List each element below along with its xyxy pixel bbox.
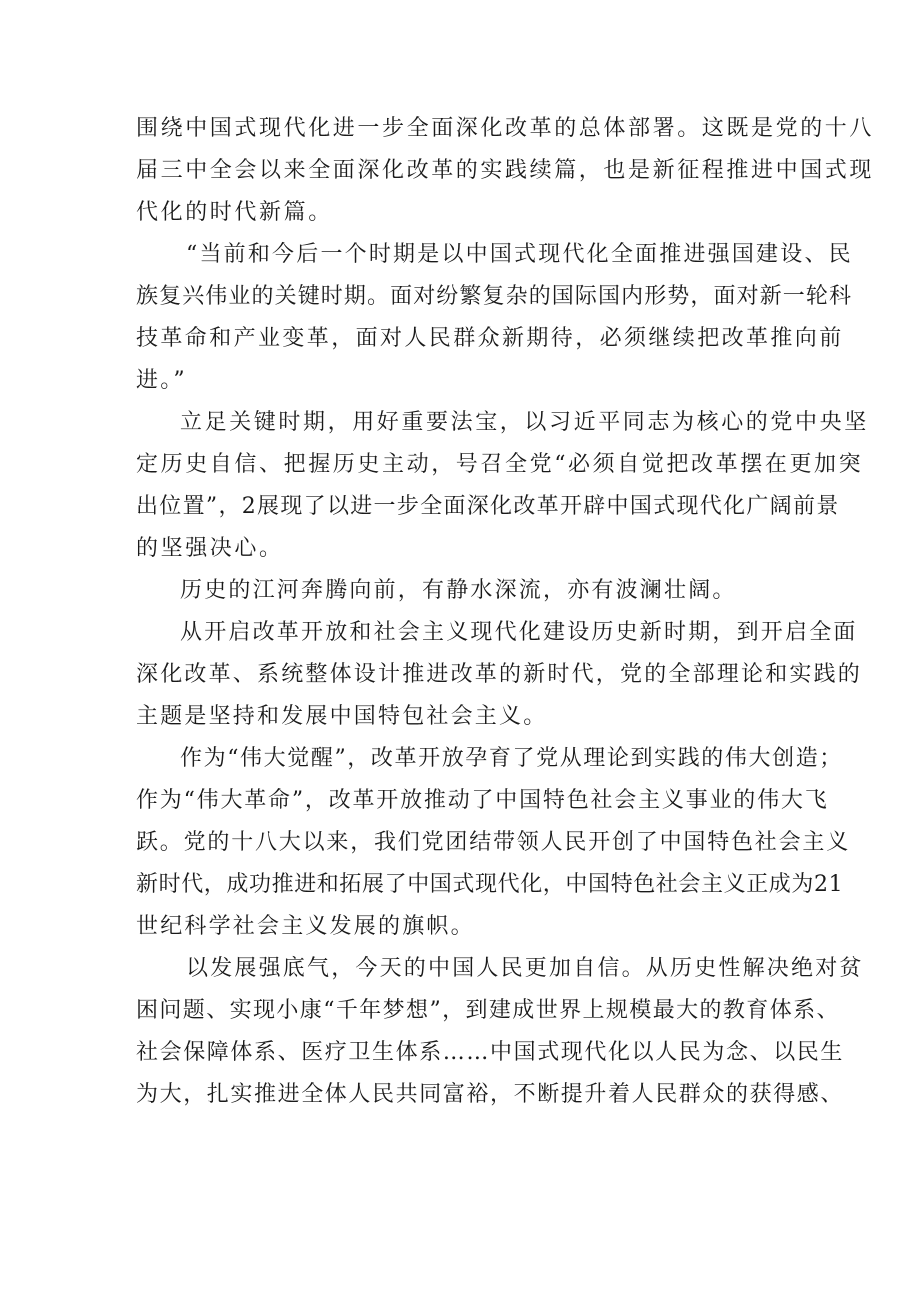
- text-line: 历史的江河奔腾向前，有静水深流，亦有波澜壮阔。: [180, 578, 737, 603]
- text-line: 代化的时代新篇。: [136, 200, 333, 225]
- text-line: “当前和今后一个时期是以中国式现代化全面推进强国建设、民: [186, 242, 853, 267]
- text-line: 为大，扎实推进全体人民共同富裕，不断提升着人民群众的获得感、: [136, 1082, 845, 1107]
- text-line: 主题是坚持和发展中国特包社会主义。: [136, 704, 548, 729]
- text-line: 围绕中国式现代化进一步全面深化改革的总体部署。这既是党的十八: [136, 116, 875, 141]
- text-line: 从开启改革开放和社会主义现代化建设历史新时期，到开启全面: [180, 620, 858, 645]
- text-line: 以发展强底气，今天的中国人民更加自信。从历史性解决绝对贫: [186, 956, 864, 981]
- text-line: 跃。党的十八大以来，我们党团结带领人民开创了中国特色社会主义: [136, 830, 851, 855]
- text-line: 定历史自信、把握历史主动，号召全党“必须自觉把改革摆在更加突: [136, 452, 864, 477]
- text-line: 世纪科学社会主义发展的旗帜。: [136, 914, 475, 939]
- text-line: 的坚强决心。: [136, 536, 284, 561]
- document-body: [136, 108, 875, 1116]
- paragraph-4: [136, 570, 788, 612]
- paragraph-7: [136, 948, 864, 1116]
- paragraph-2: [136, 234, 853, 402]
- text-line: 作为“伟大觉醒”，改革开放孕育了党从理论到实践的伟大创造；: [180, 746, 843, 771]
- text-line: 进。”: [136, 368, 187, 393]
- text-line: 社会保障体系、医疗卫生体系……中国式现代化以人民为念、以民生: [136, 1040, 845, 1065]
- text-line: 深化改革、系统整体设计推进改革的新时代，党的全部理论和实践的: [136, 662, 863, 687]
- paragraph-1: [136, 108, 875, 234]
- paragraph-5: [136, 612, 863, 738]
- text-line: 族复兴伟业的关键时期。面对纷繁复杂的国际国内形势，面对新一轮科: [136, 284, 853, 309]
- text-line: 困问题、实现小康“千年梦想”，到建成世界上规模最大的教育体系、: [136, 998, 840, 1023]
- paragraph-6: [136, 738, 851, 948]
- text-line: 作为“伟大革命”，改革开放推动了中国特色社会主义事业的伟大飞: [136, 788, 829, 813]
- text-line: 立足关键时期，用好重要法宝，以习近平同志为核心的党中央坚: [180, 410, 869, 435]
- text-line: 届三中全会以来全面深化改革的实践续篇，也是新征程推进中国式现: [136, 158, 875, 183]
- paragraph-3: [136, 402, 869, 570]
- text-line: 新时代，成功推进和拓展了中国式现代化，中国特色社会主义正成为21: [136, 872, 844, 897]
- text-line: 技革命和产业变革，面对人民群众新期待，必须继续把改革推向前: [136, 326, 844, 351]
- text-line: 出位置”，2展现了以进一步全面深化改革开辟中国式现代化广阔前景: [136, 494, 840, 519]
